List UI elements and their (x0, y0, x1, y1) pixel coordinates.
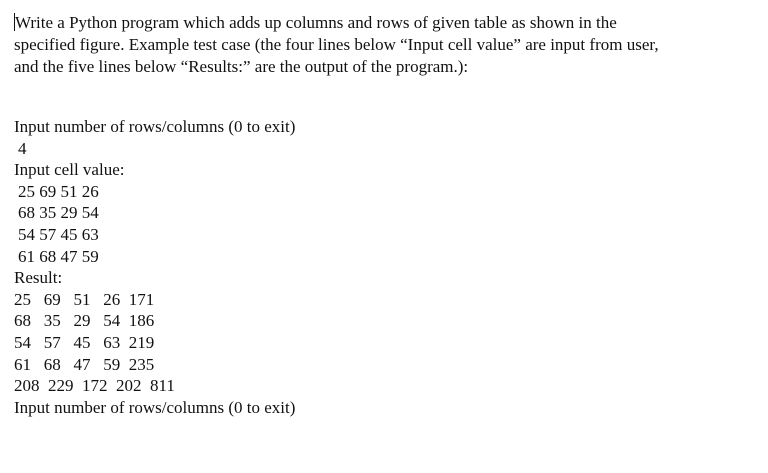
example-transcript (14, 116, 754, 418)
result-row-totals: 208 229 172 202 811 (14, 376, 175, 396)
input-n-value: 4 (18, 138, 27, 158)
question-paragraph (14, 12, 754, 78)
input-row-4: 61 68 47 59 (18, 246, 99, 266)
question-line-1: Write a Python program which adds up columns and rows of given table as shown in the (15, 13, 617, 32)
prompt-rows-columns: Input number of rows/columns (0 to exit) (14, 117, 296, 136)
result-row-1: 25 69 51 26 171 (14, 289, 155, 309)
question-line-3: and the five lines below “Results:” are the output of the program.): (14, 57, 469, 76)
result-row-2: 68 35 29 54 186 (14, 311, 155, 331)
prompt-rows-columns-again: Input number of rows/columns (0 to exit) (14, 397, 296, 417)
result-row-3: 54 57 45 63 219 (14, 332, 155, 352)
input-row-2: 68 35 29 54 (18, 203, 99, 223)
question-line-2: specified figure. Example test case (the four lines below “Input cell value” are input from user, (14, 35, 659, 54)
prompt-cell-value: Input cell value: (14, 160, 125, 180)
result-label: Result: (14, 268, 63, 288)
input-row-3: 54 57 45 63 (18, 224, 99, 244)
document-body (14, 12, 754, 418)
input-row-1: 25 69 51 26 (18, 181, 99, 201)
result-row-4: 61 68 47 59 235 (14, 354, 155, 374)
